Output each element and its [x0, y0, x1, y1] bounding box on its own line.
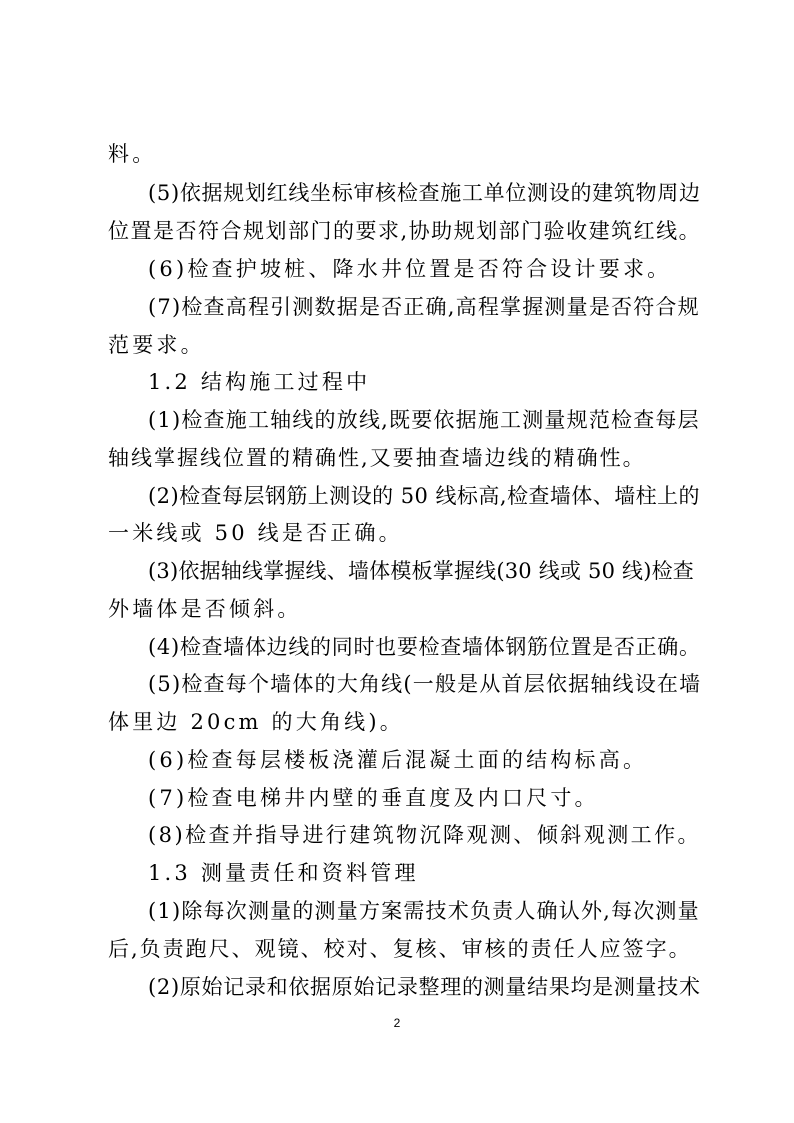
text-line: 体里边 20cm 的大角线)。 [108, 710, 404, 734]
text-line: 料。 [108, 142, 157, 166]
text-line: 轴线掌握线位置的精确性,又要抽查墙边线的精确性。 [108, 446, 646, 470]
text-line: (2)原始记录和依据原始记录整理的测量结果均是测量技术 [148, 975, 701, 999]
text-line: 后,负责跑尺、观镜、校对、复核、审核的责任人应签字。 [108, 937, 692, 961]
section-heading: 1.3 测量责任和资料管理 [148, 861, 419, 885]
text-line: (6)检查护坡桩、降水井位置是否符合设计要求。 [148, 257, 672, 281]
text-line: (8)检查并指导进行建筑物沉降观测、倾斜观测工作。 [148, 823, 701, 847]
text-line: (4)检查墙体边线的同时也要检查墙体钢筋位置是否正确。 [148, 635, 701, 659]
page-number: 2 [393, 1016, 401, 1030]
text-line: 位置是否符合规划部门的要求,协助规划部门验收建筑红线。 [108, 219, 702, 243]
text-line: (7)检查电梯井内壁的垂直度及内口尺寸。 [148, 786, 599, 810]
text-line: (1)检查施工轴线的放线,既要依据施工测量规范检查每层 [148, 408, 700, 432]
text-line: (3)依据轴线掌握线、墙体模板掌握线(30 线或 50 线)检查 [148, 559, 694, 583]
text-line: 一米线或 50 线是否正确。 [108, 521, 403, 545]
text-line: (2)检查每层钢筋上测设的 50 线标高,检查墙体、墙柱上的 [148, 484, 700, 508]
text-line: (1)除每次测量的测量方案需技术负责人确认外,每次测量 [148, 899, 700, 923]
section-heading: 1.2 结构施工过程中 [148, 370, 371, 394]
text-line: (5)依据规划红线坐标审核检查施工单位测设的建筑物周边 [148, 181, 701, 205]
text-line: (7)检查高程引测数据是否正确,高程掌握测量是否符合规 [148, 295, 700, 319]
text-line: (6)检查每层楼板浇灌后混凝土面的结构标高。 [148, 748, 648, 772]
text-line: 范要求。 [108, 333, 205, 357]
text-line: (5)检查每个墙体的大角线(一般是从首层依据轴线设在墙 [148, 672, 702, 696]
text-line: 外墙体是否倾斜。 [108, 597, 302, 621]
